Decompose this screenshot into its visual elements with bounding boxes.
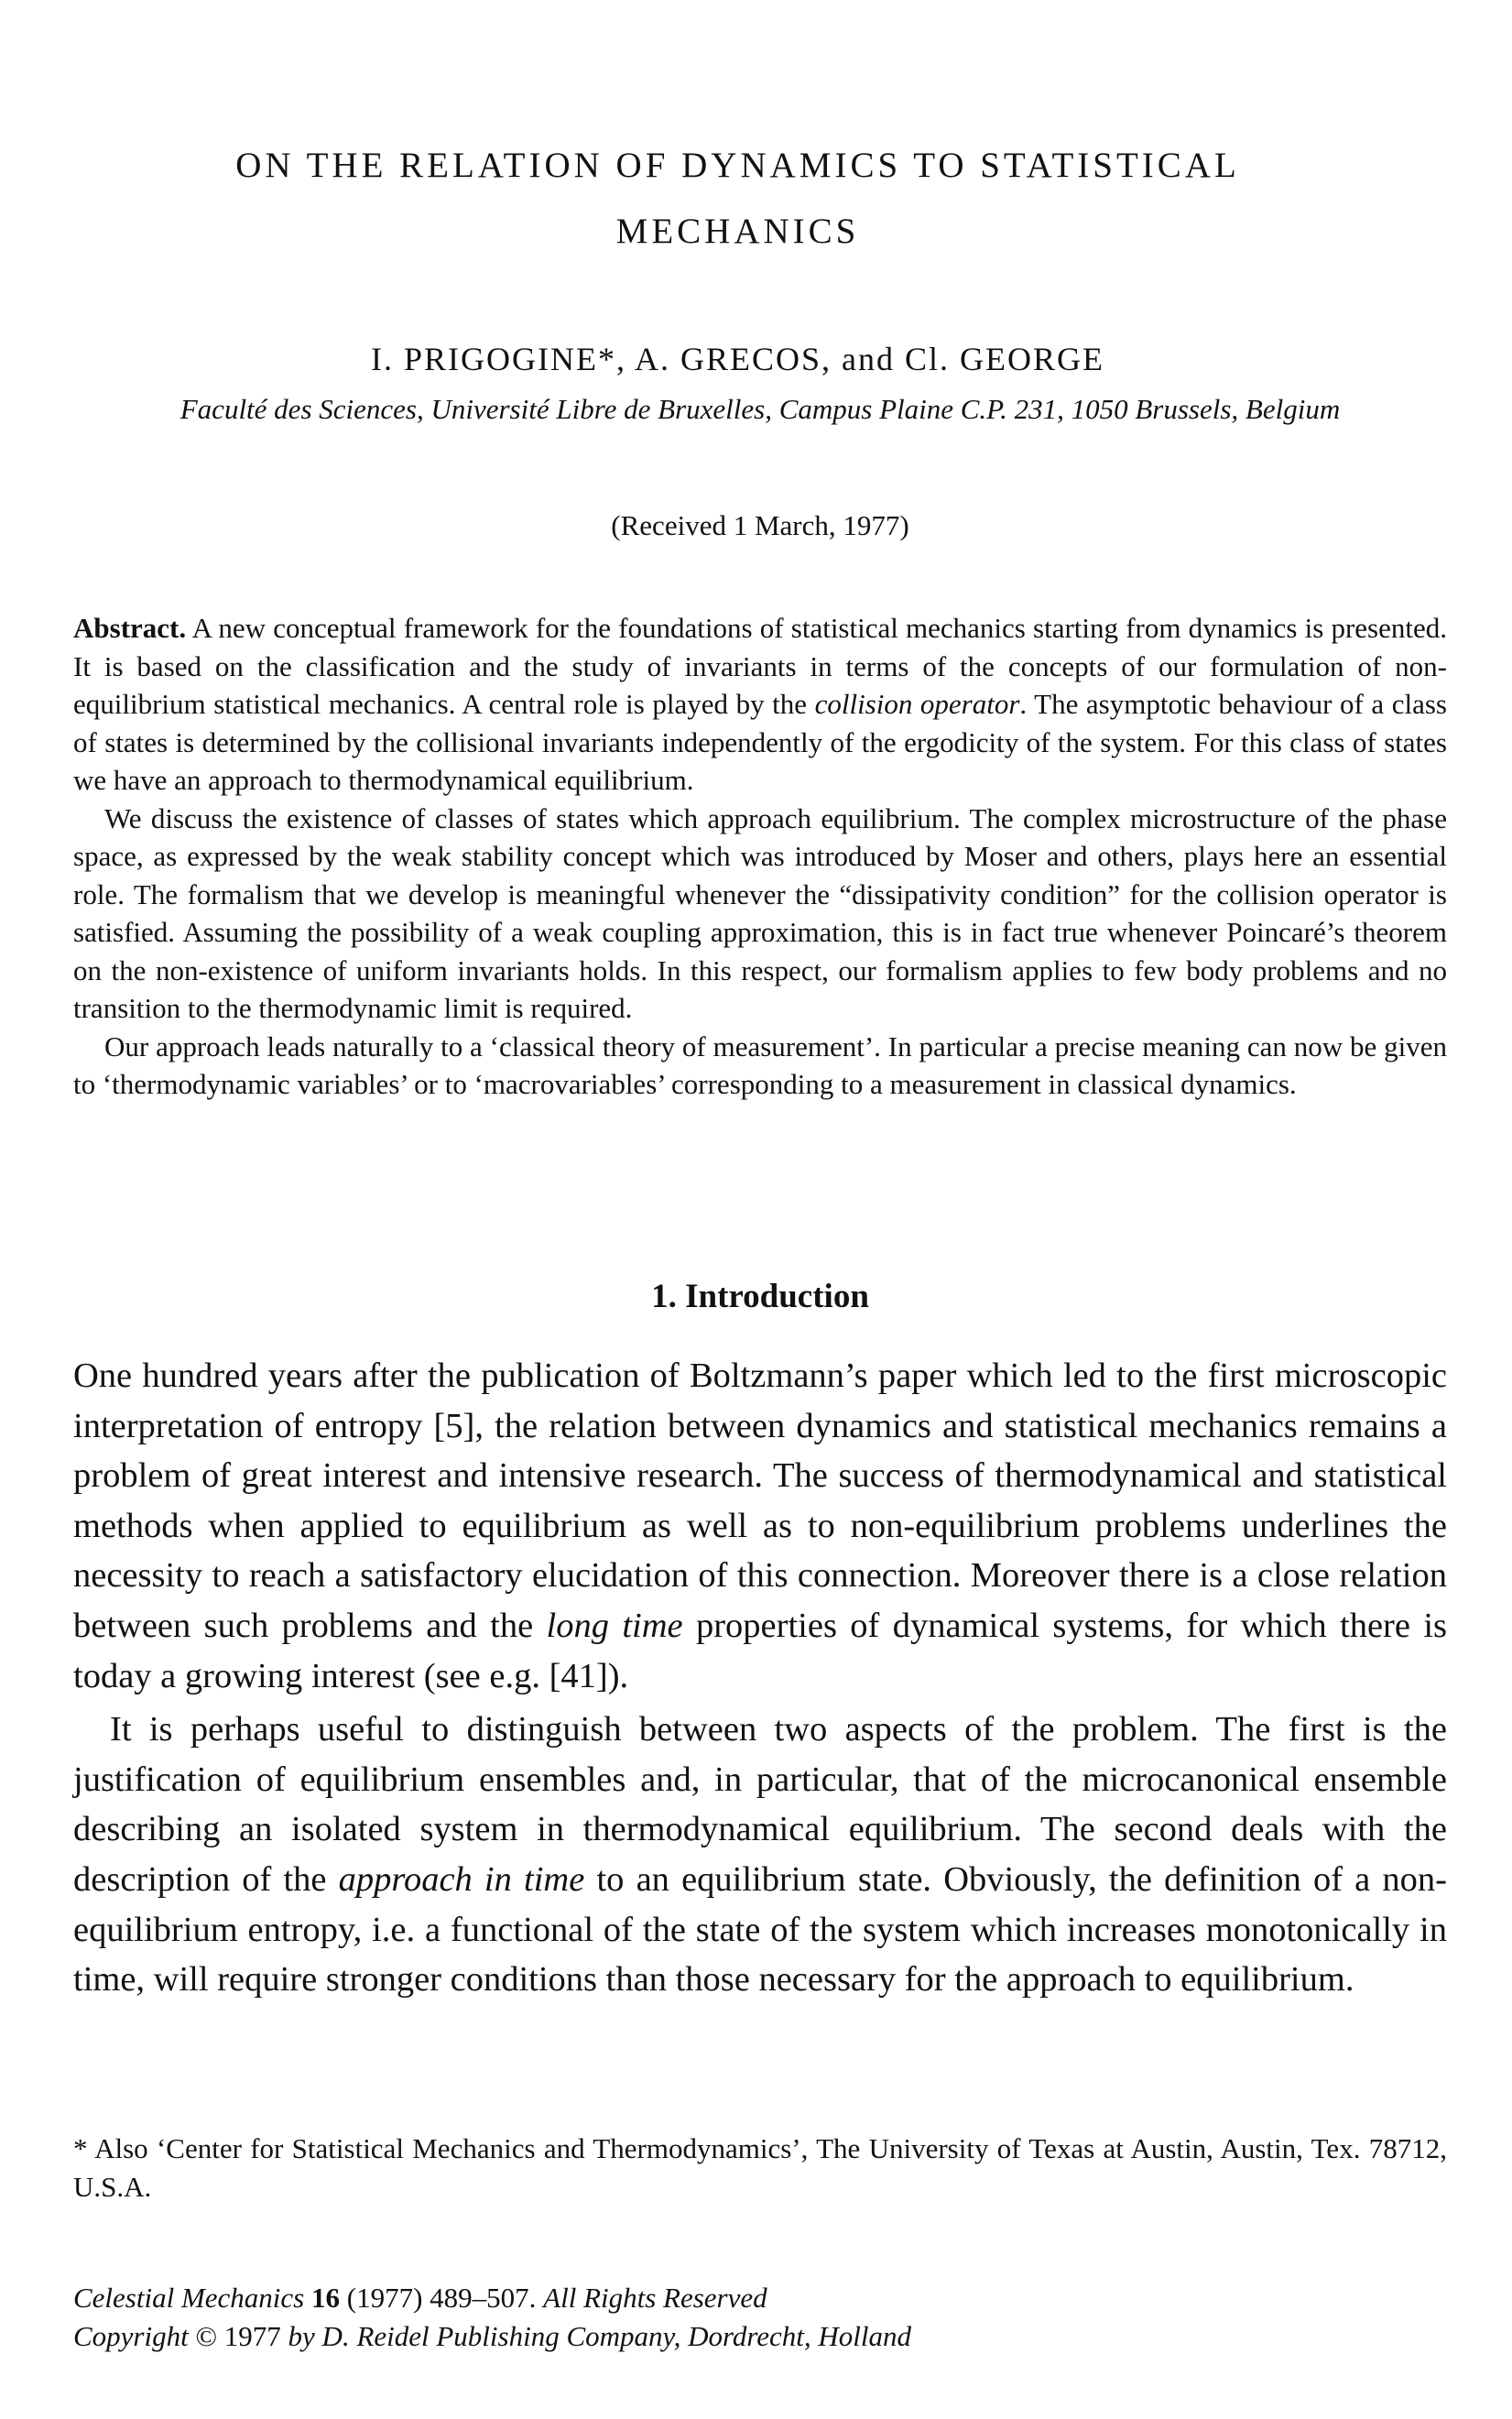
abstract-text: A new conceptual framework for the foundations of statistical mechanics starting from dynamics is presented. It is based on the classification and the study of invariants in terms of the concepts of our formulation of non-equilibrium statistical mechanics. A central role is played by the [73, 612, 1447, 720]
title-line-2: MECHANICS [615, 212, 860, 251]
rights-notice: All Rights Reserved [543, 2282, 767, 2314]
author-list: I. PRIGOGINE*, A. GRECOS, and Cl. GEORGE [370, 341, 1104, 377]
emphasis-long-time: long time [546, 1606, 683, 1645]
affiliation: Faculté des Sciences, Université Libre de Bruxelles, Campus Plaine C.P. 231, 1050 Brussels, Belgium [179, 393, 1341, 425]
journal-footer [73, 2279, 1447, 2356]
citation-line [73, 2279, 1447, 2317]
abstract-text: . The asymptotic behaviour of a class of states is determined by the collisional invariants independently of the ergodicity of the system. For this class of states we have an approach to thermodynamical equilibrium. [73, 688, 1447, 796]
abstract [73, 609, 1447, 1104]
received-date: (Received 1 March, 1977) [611, 509, 909, 541]
copyright-line [73, 2317, 1447, 2356]
emphasis-approach-in-time: approach in time [338, 1859, 585, 1899]
body-text: One hundred years after the publication of Boltzmann’s paper which led to the first microscopic interpretation of entropy [5], the relation between dynamics and statistical mechanics remains a problem of great interest and intensive research. The success of thermodynamical and statistical methods when applied to equilibrium as well as to non-equilibrium problems underlines the necessity to reach a satisfactory elucidation of this connection. Moreover there is a close relation between such problems and the [73, 1357, 1447, 1645]
abstract-paragraph-3: Our approach leads naturally to a ‘classical theory of measurement’. In particular a precise meaning can now be given to ‘thermodynamic variables’ or to ‘macrovariables’ corresponding to a measurement in classical dynamics. [73, 1030, 1447, 1100]
body-text: properties of dynamical systems, for which there is today a growing interest (see e.g. [41]). [73, 1606, 1447, 1695]
abstract-label: Abstract. [73, 612, 187, 644]
copyright-label: Copyright [73, 2320, 189, 2352]
journal-details: (1977) 489–507. [340, 2282, 544, 2314]
footnote: * Also ‘Center for Statistical Mechanics and Thermodynamics’, The University of Texas at Austin, Austin, Tex. 78712, U.S.A. [73, 2132, 1447, 2203]
body-paragraph-1 [73, 1351, 1447, 1701]
title-line-1: ON THE RELATION OF DYNAMICS TO STATISTICAL [235, 146, 1240, 185]
journal-name: Celestial Mechanics [73, 2282, 305, 2314]
body-paragraph-2 [73, 1705, 1447, 2005]
abstract-paragraph-1 [73, 609, 1447, 800]
copyright-year: © 1977 [188, 2320, 288, 2352]
body-text: It is perhaps useful to distinguish between two aspects of the problem. The first is the justification of equilibrium ensembles and, in particular, that of the microcanonical ensemble describing an isolated system in thermodynamical equilibrium. The second deals with the description of the [73, 1710, 1447, 1899]
body-text: to an equilibrium state. Obviously, the definition of a non-equilibrium entropy, i.e. a functional of the state of the system which increases monotonically in time, will require stronger conditions than those necessary for the approach to equilibrium. [73, 1859, 1447, 1999]
section-heading: 1. Introduction [651, 1278, 869, 1315]
publisher: by D. Reidel Publishing Company, Dordrecht, Holland [288, 2320, 912, 2352]
journal-volume: 16 [311, 2282, 340, 2314]
emphasis-collision-operator: collision operator [814, 688, 1020, 720]
paper-title [73, 133, 1402, 265]
section-body [73, 1351, 1447, 2005]
abstract-paragraph-2: We discuss the existence of classes of states which approach equilibrium. The complex microstructure of the phase space, as expressed by the weak stability concept which was introduced by Moser and others, plays here an essential role. The formalism that we develop is meaningful whenever the “dissipativity condition” for the collision operator is satisfied. Assuming the possibility of a weak coupling approximation, this is in fact true whenever Poincaré’s theorem on the non-existence of uniform invariants holds. In this respect, our formalism applies to few body problems and no transition to the thermodynamic limit is required. [73, 801, 1447, 1024]
